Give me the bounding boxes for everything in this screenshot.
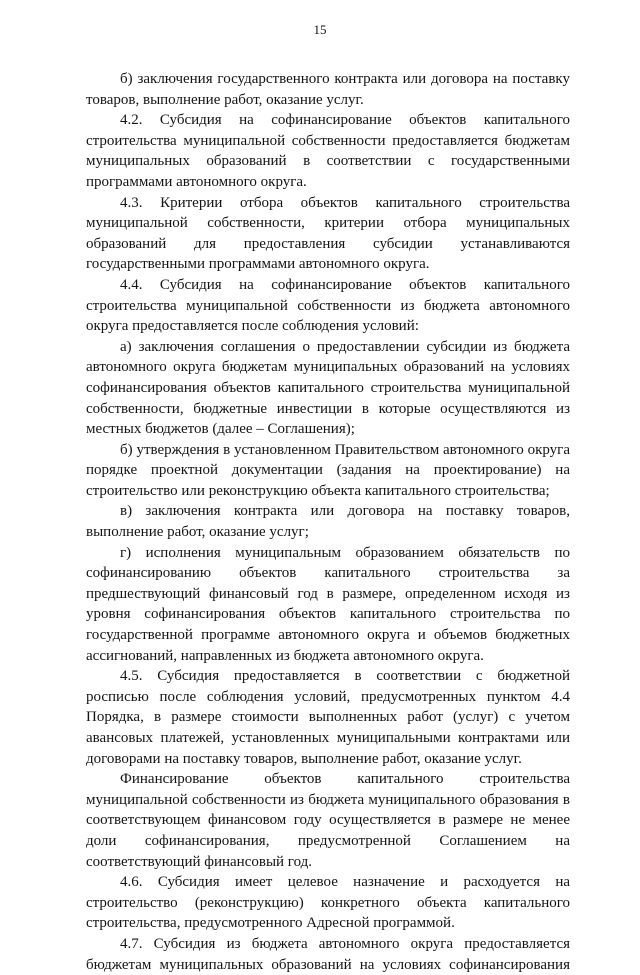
paragraph-4-5: 4.5. Субсидия предоставляется в соответствии с бюджетной росписью после соблюдения условий, предусмотренных пунктом 4.4 Порядка, в размере стоимости выполненных работ (услуг) с учетом авансовых платежей, установленных муниципальными контрактами или договорами на поставку товаров, выполнение работ, оказание услуг. xyxy=(86,668,570,767)
paragraph-4-4-a: а) заключения соглашения о предоставлении субсидии из бюджета автономного округа бюджетам муниципальных образований на условиях софинансирования объектов капитального строительства муниципальной собственности, бюджетные инвестиции в которые осуществляются из местных бюджетов (далее – Соглашения); xyxy=(86,338,570,438)
paragraph-4-4: 4.4. Субсидия на софинансирование объектов капитального строительства муниципальной собственности из бюджета автономного округа предоставляется после соблюдения условий: xyxy=(86,276,570,335)
paragraph-4-2: 4.2. Субсидия на софинансирование объектов капитального строительства муниципальной собственности предоставляется бюджетам муниципальных образований в соответствии с государственными программами автономного округа. xyxy=(86,112,570,190)
document-body xyxy=(86,69,570,975)
paragraph-financing: Финансирование объектов капитального строительства муниципальной собственности из бюджета муниципального образования в соответствующем финансовом году осуществляется в размере не менее доли софинансирования, предусмотренной Соглашением на соответствующий финансовый год. xyxy=(86,771,570,870)
paragraph-4-4-b: б) утверждения в установленном Правительством автономного округа порядке проектной документации (задания на проектирование) на строительство или реконструкцию объекта капитального строительства; xyxy=(86,441,570,499)
paragraph-4-6: 4.6. Субсидия имеет целевое назначение и расходуется на строительство (реконструкцию) конкретного объекта капитального строительства, предусмотренного Адресной программой. xyxy=(86,874,570,932)
page-number: 15 xyxy=(313,22,327,37)
paragraph-4-3: 4.3. Критерии отбора объектов капитального строительства муниципальной собственности, критерии отбора муниципальных образований для предоставления субсидии устанавливаются государственными программами автономного округа. xyxy=(86,194,570,273)
paragraph-4-4-g: г) исполнения муниципальным образованием обязательств по софинансированию объектов капитального строительства за предшествующий финансовый год в размере, определенном исходя из уровня софинансирования объектов капитального строительства по государственной программе автономного округа и объемов бюджетных ассигнований, направленных из бюджета автономного округа. xyxy=(86,544,570,664)
paragraph-4-7: 4.7. Субсидия из бюджета автономного округа предоставляется бюджетам муниципальных образований на условиях софинансирования xyxy=(86,935,570,973)
paragraph-4-4-v: в) заключения контракта или договора на поставку товаров, выполнение работ, оказание услуг; xyxy=(86,503,570,541)
paragraph-4-1-b: б) заключения государственного контракта или договора на поставку товаров, выполнение работ, оказание услуг. xyxy=(86,71,570,108)
